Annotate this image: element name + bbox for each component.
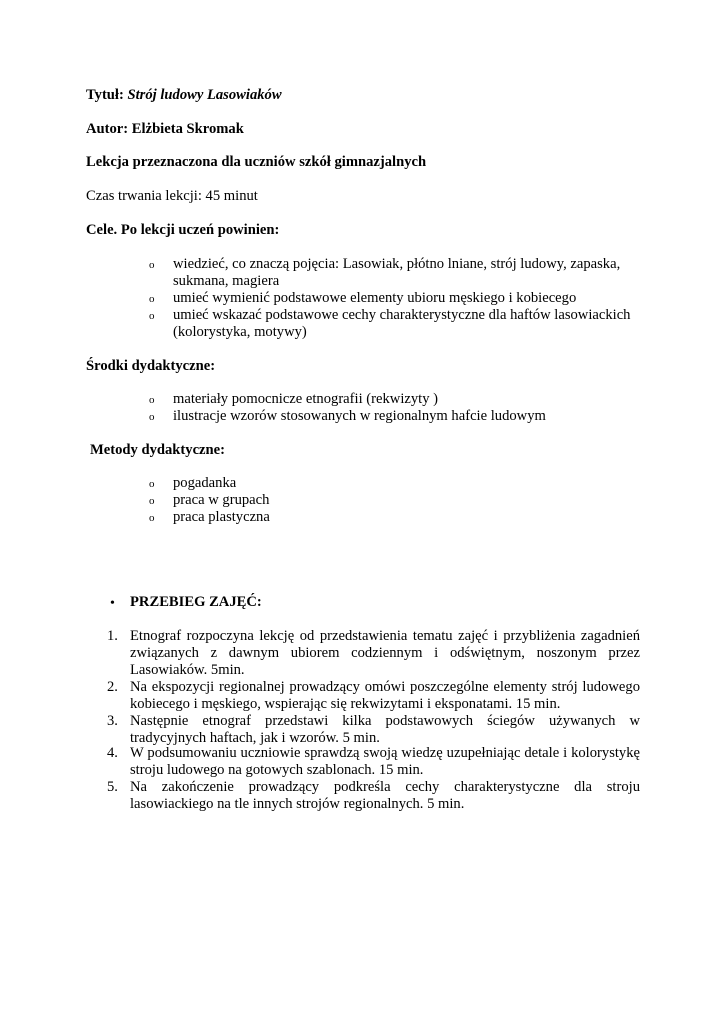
sub-bullet-icon: o: [149, 310, 155, 322]
bullet-icon: •: [110, 596, 115, 611]
sub-bullet-icon: o: [149, 293, 155, 305]
goal-item: wiedzieć, co znaczą pojęcia: Lasowiak, płótno lniane, strój ludowy, zapaska, sukmana, magiera: [173, 256, 621, 289]
methods-heading: Metody dydaktyczne:: [90, 442, 225, 458]
goal-item: umieć wymienić podstawowe elementy ubioru męskiego i kobiecego: [173, 290, 577, 306]
step-text: Na zakończenie prowadzący podkreśla cechy charakterystyczne dla stroju lasowiackiego na tle innych strojów regionalnych. 5 min.: [130, 779, 640, 812]
step-text: Etnograf rozpoczyna lekcję od przedstawienia tematu zajęć i przybliżenia zagadnień związanych z dawnym ubiorem codziennym i odświętnym, noszonym przez Lasowiaków. 5min.: [130, 628, 640, 678]
step-number: 2.: [107, 679, 118, 695]
sub-bullet-icon: o: [149, 411, 155, 423]
sub-bullet-icon: o: [149, 394, 155, 406]
sub-bullet-icon: o: [149, 495, 155, 507]
method-item: pogadanka: [173, 475, 237, 491]
step-number: 3.: [107, 713, 118, 729]
step-number: 1.: [107, 628, 118, 644]
goals-heading: Cele. Po lekcji uczeń powinien:: [86, 222, 280, 238]
method-item: praca w grupach: [173, 492, 270, 508]
step-text: Następnie etnograf przedstawi kilka podstawowych ściegów używanych w tradycyjnych haftach, jak i wzorów. 5 min.: [130, 713, 640, 746]
means-item: ilustracje wzorów stosowanych w regionalnym hafcie ludowym: [173, 408, 546, 424]
sub-bullet-icon: o: [149, 259, 155, 271]
sub-bullet-icon: o: [149, 512, 155, 524]
title-label: Tytuł:: [86, 87, 124, 103]
audience-line: Lekcja przeznaczona dla uczniów szkół gimnazjalnych: [86, 154, 427, 170]
means-item: materiały pomocnicze etnografii (rekwizyty ): [173, 391, 439, 407]
step-number: 4.: [107, 745, 118, 761]
step-text: W podsumowaniu uczniowie sprawdzą swoją wiedzę uzupełniając detale i kolorystykę stroju ludowego na gotowych szablonach. 15 min.: [130, 745, 640, 778]
step-text: Na ekspozycji regionalnej prowadzący omówi poszczególne elementy strój ludowego kobiecego i męskiego, wspierając się rekwizytami i eksponatami. 15 min.: [130, 679, 640, 712]
author-line: Autor: Elżbieta Skromak: [86, 121, 244, 137]
goal-item: umieć wskazać podstawowe cechy charakterystyczne dla haftów lasowiackich (kolorystyka, motywy): [173, 307, 631, 340]
course-heading: PRZEBIEG ZAJĘĆ:: [130, 594, 262, 610]
method-item: praca plastyczna: [173, 509, 270, 525]
title-value: Strój ludowy Lasowiaków: [127, 87, 282, 103]
duration-line: Czas trwania lekcji: 45 minut: [86, 188, 258, 204]
title-line: [86, 87, 282, 104]
sub-bullet-icon: o: [149, 478, 155, 490]
means-heading: Środki dydaktyczne:: [86, 358, 216, 374]
step-number: 5.: [107, 779, 118, 795]
